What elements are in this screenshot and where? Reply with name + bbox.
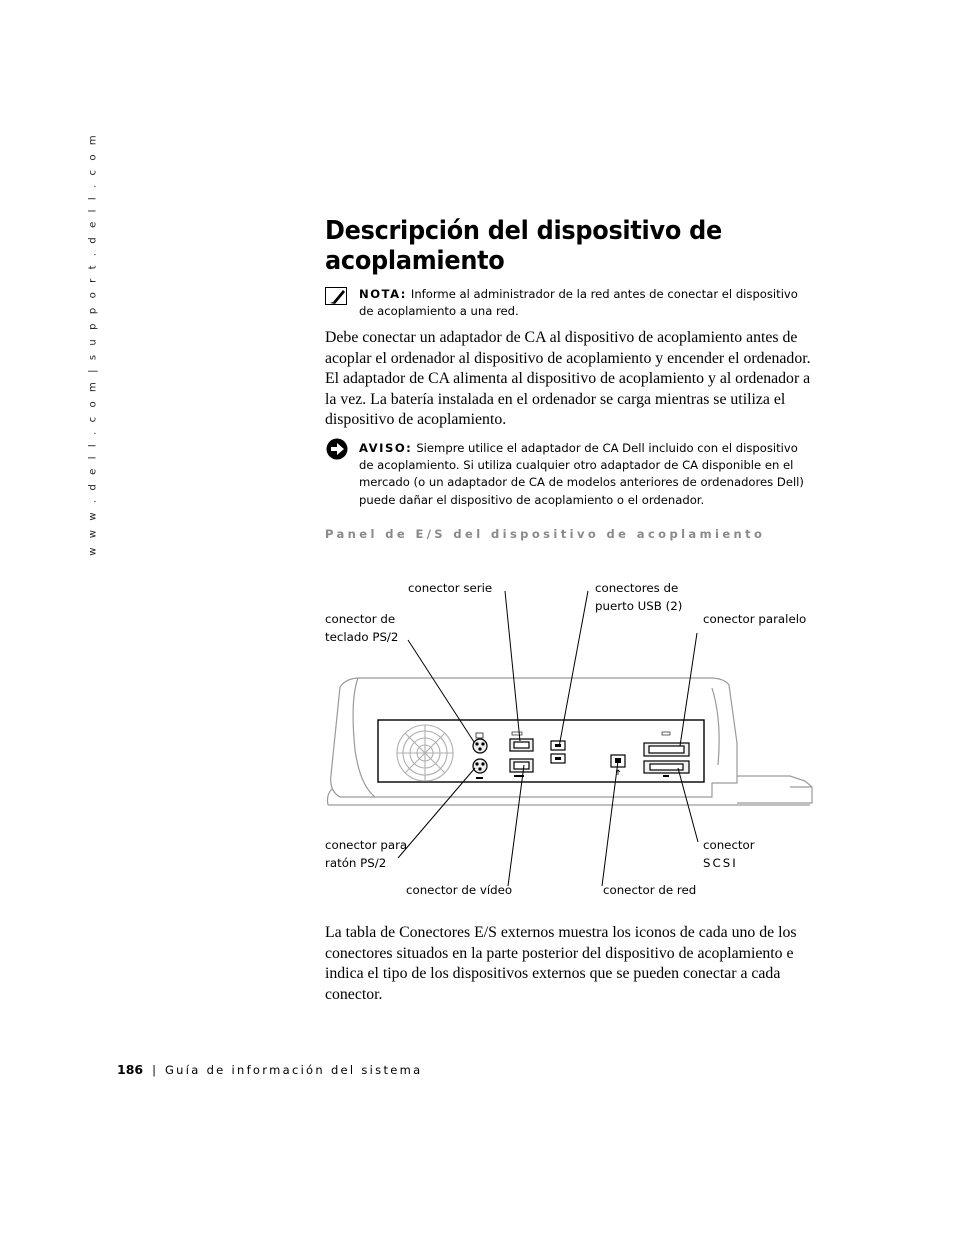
callout-usb [595, 580, 682, 615]
pencil-note-icon [325, 287, 347, 305]
arrow-circle-icon [326, 438, 348, 460]
page-title [325, 216, 814, 276]
callout-keyboard-line1: conector de [325, 612, 396, 626]
page-footer [117, 1062, 422, 1077]
side-url-text: w w w . d e l l . c o m | s u p p o r t . d e l l . c o m [87, 132, 99, 556]
leader-serial [505, 591, 520, 741]
callout-mouse [325, 837, 407, 872]
title-line-1: Descripción del dispositivo de [325, 216, 722, 246]
callout-mouse-line2: ratón PS/2 [325, 855, 387, 870]
callout-keyboard [325, 611, 398, 646]
callout-scsi [703, 837, 755, 872]
callout-video: conector de vídeo [406, 883, 513, 897]
fan-vent [397, 725, 453, 781]
note-block [359, 286, 814, 320]
callout-scsi-line2: SCSI [703, 855, 738, 870]
dock-io-panel-figure [320, 575, 820, 905]
callout-network: conector de red [603, 883, 697, 897]
leader-video [508, 765, 524, 886]
side-url-margin [86, 132, 100, 556]
page-number: 186 [117, 1062, 144, 1077]
footer-title: Guía de información del sistema [164, 1063, 423, 1077]
callout-usb-line2: puerto USB (2) [595, 598, 683, 613]
aviso-text: Siempre utilice el adaptador de CA Dell incluido con el dispositivo de acoplamiento. Si utiliza cualquier otro adaptador de CA disponible en el mercado (o un adaptador de CA de modelos anteriores de ordenadores Dell) puede dañar el dispositivo de acoplamiento o el ordenador. [359, 441, 804, 507]
connectors-paragraph: La tabla de Conectores E/S externos muestra los iconos de cada uno de los conectores situados en la parte posterior del dispositivo de acoplamiento e indica el tipo de los dispositivos externos que se pueden conectar a cada conector. [325, 924, 797, 1003]
callout-mouse-line1: conector para [325, 838, 408, 852]
callout-usb-line1: conectores de [595, 581, 679, 595]
note-label: NOTA: [359, 287, 407, 301]
callout-scsi-line1: conector [703, 838, 755, 852]
callout-parallel: conector paralelo [703, 612, 807, 626]
footer-separator: | [152, 1063, 156, 1077]
title-line-2: acoplamiento [325, 246, 505, 276]
figure-title: Panel de E/S del dispositivo de acoplamiento [325, 527, 766, 541]
aviso-block [359, 440, 809, 509]
aviso-label: AVISO: [359, 441, 413, 455]
intro-paragraph: Debe conectar un adaptador de CA al dispositivo de acoplamiento antes de acoplar el ordenador al dispositivo de acoplamiento y encender el ordenador. El adaptador de CA alimenta al dispositivo de acoplamiento y al ordenador a la vez. La batería instalada en el ordenador se carga mientras se utiliza el dispositivo de acoplamiento. [325, 329, 811, 428]
note-text: Informe al administrador de la red antes de conectar el dispositivo de acoplamiento a una red. [359, 287, 798, 318]
callout-keyboard-line2: teclado PS/2 [325, 629, 399, 644]
callout-serial: conector serie [408, 581, 493, 595]
